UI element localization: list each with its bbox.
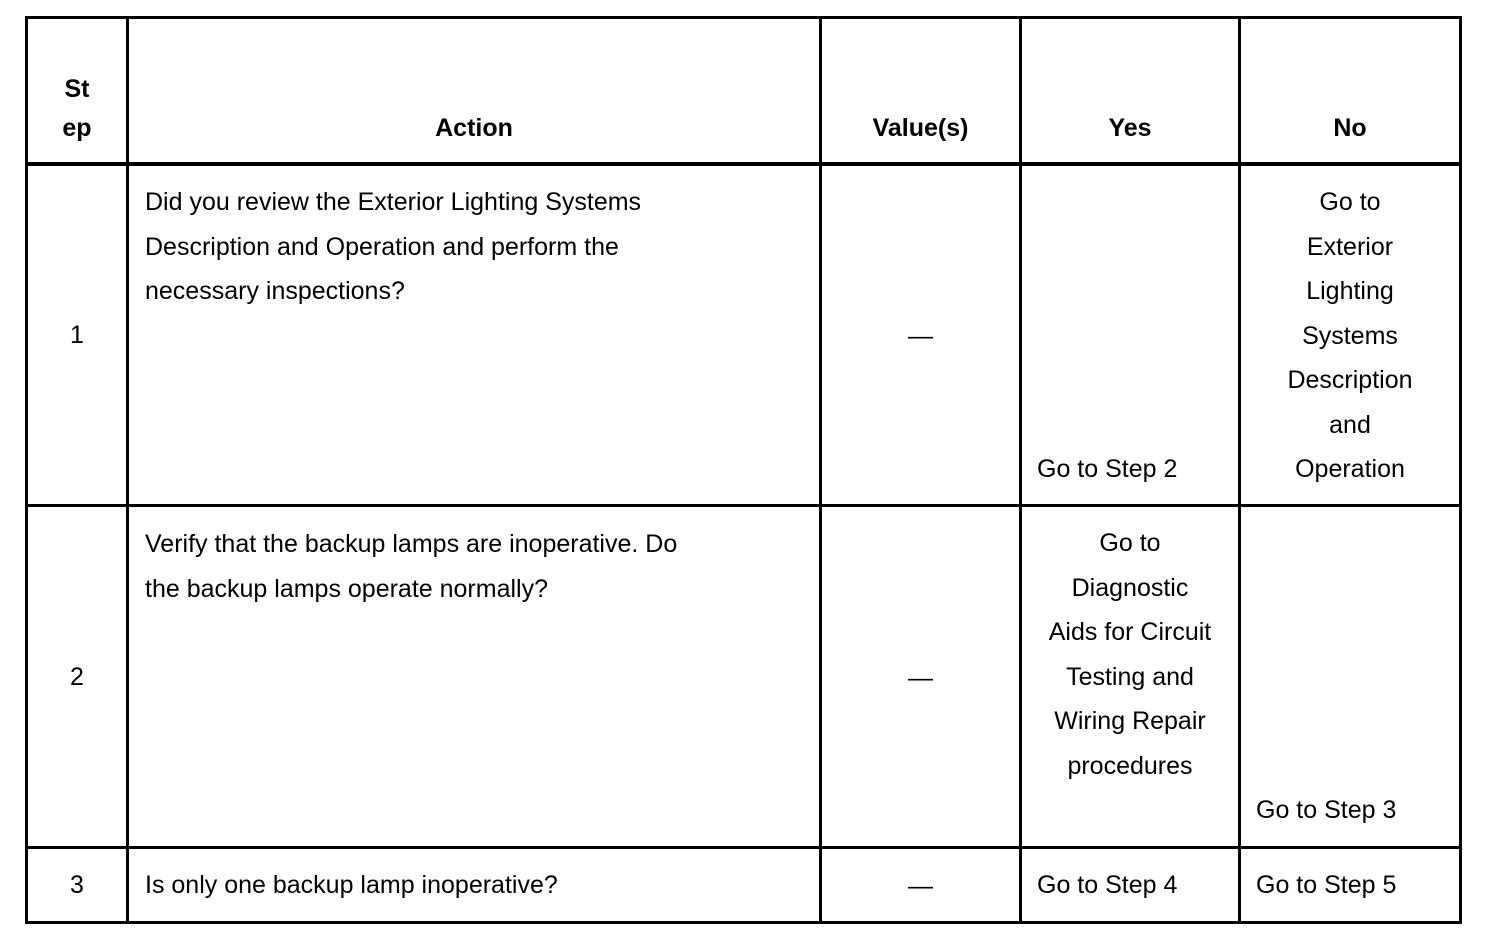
header-values: Value(s) — [872, 114, 969, 142]
column-divider-action-values — [819, 16, 822, 924]
row-2-yes-line-6: procedures — [1067, 751, 1193, 780]
table-border-top — [25, 16, 1462, 19]
header-divider — [25, 162, 1462, 166]
row-2-yes-line-1: Go to — [1099, 529, 1161, 557]
row-1-action — [145, 180, 815, 314]
diagnostic-table — [25, 16, 1462, 924]
row-1-no-line-1: Go to — [1319, 188, 1381, 216]
row-2-yes — [1022, 521, 1238, 788]
header-step-line-1: St — [64, 75, 90, 103]
row-divider-2 — [25, 846, 1462, 849]
row-1-action-line-3: necessary inspections? — [145, 277, 405, 305]
row-2-value: — — [908, 664, 933, 692]
header-yes: Yes — [1108, 114, 1152, 142]
row-3-yes: Go to Step 4 — [1037, 871, 1178, 899]
row-1-no-line-6: and — [1329, 410, 1371, 439]
column-divider-step-action — [126, 16, 129, 924]
row-3-action: Is only one backup lamp inoperative? — [145, 871, 558, 899]
row-1-yes: Go to Step 2 — [1037, 455, 1178, 483]
row-3-step: 3 — [70, 871, 84, 899]
row-3-no: Go to Step 5 — [1256, 871, 1397, 899]
table-border-right — [1459, 16, 1462, 924]
row-3-value: — — [908, 872, 933, 900]
table-border-left — [25, 16, 28, 924]
row-1-step: 1 — [70, 321, 84, 349]
row-1-value: — — [908, 322, 933, 350]
row-divider-1 — [25, 504, 1462, 507]
row-2-action — [145, 522, 815, 611]
row-1-no-line-2: Exterior — [1306, 232, 1394, 261]
row-2-yes-line-2: Diagnostic — [1071, 573, 1189, 602]
header-no: No — [1333, 114, 1367, 142]
row-2-yes-line-5: Wiring Repair — [1054, 707, 1206, 735]
row-2-action-line-2: the backup lamps operate normally? — [145, 574, 549, 603]
row-1-no-line-4: Systems — [1302, 321, 1398, 350]
row-2-yes-line-3: Aids for Circuit — [1048, 618, 1212, 646]
row-1-no-line-7: Operation — [1295, 455, 1405, 483]
table-border-bottom — [25, 921, 1462, 924]
row-1-action-line-1: Did you review the Exterior Lighting Systems — [145, 188, 642, 216]
row-2-yes-line-4: Testing and — [1066, 662, 1194, 691]
row-2-action-line-1: Verify that the backup lamps are inoperative. Do — [145, 530, 678, 558]
header-step — [28, 70, 126, 148]
row-1-no-line-3: Lighting — [1306, 277, 1394, 305]
row-1-action-line-2: Description and Operation and perform the — [145, 232, 619, 261]
row-2-no: Go to Step 3 — [1256, 796, 1397, 824]
row-1-no-line-5: Description — [1287, 366, 1413, 394]
header-step-line-2: ep — [62, 114, 92, 142]
row-1-no — [1241, 180, 1459, 492]
row-2-step: 2 — [70, 663, 84, 691]
header-action: Action — [435, 114, 513, 142]
